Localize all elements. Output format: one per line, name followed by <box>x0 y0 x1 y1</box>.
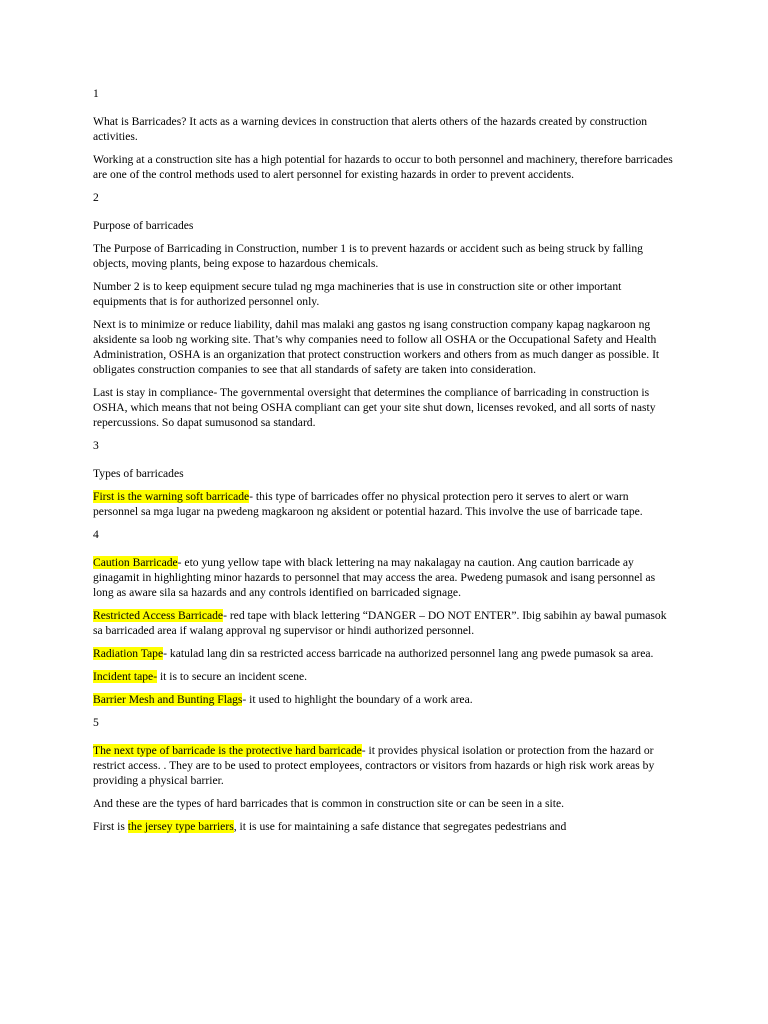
highlighted-text: Caution Barricade <box>93 556 178 569</box>
text-run: - katulad lang din sa restricted access barricade na authorized personnel lang ang pwede pumasok sa area. <box>163 647 654 660</box>
section-number: 4 <box>93 528 99 541</box>
paragraph <box>93 669 673 684</box>
highlighted-text: Radiation Tape <box>93 647 164 660</box>
text-run: Working at a construction site has a high potential for hazards to occur to both personnel and machinery, therefore barricades are one of the control methods used to alert personnel for existing hazards in order to prevent accidents. <box>93 153 673 181</box>
text-run: Types of barricades <box>93 467 184 480</box>
paragraph <box>93 241 673 271</box>
highlighted-text: Barrier Mesh and Bunting Flags <box>93 693 243 706</box>
text-run: it is to secure an incident scene. <box>157 670 308 683</box>
paragraph <box>93 796 673 811</box>
paragraph <box>93 646 673 661</box>
text-run: What is Barricades? It acts as a warning devices in construction that alerts others of the hazards created by construction activities. <box>93 115 648 143</box>
highlighted-text: The next type of barricade is the protective hard barricade <box>93 744 362 757</box>
text-run: And these are the types of hard barricades that is common in construction site or can be seen in a site. <box>93 797 565 810</box>
paragraph <box>93 218 673 233</box>
highlighted-text: Restricted Access Barricade <box>93 609 224 622</box>
paragraph <box>93 555 673 600</box>
text-run: Purpose of barricades <box>93 219 194 232</box>
document-body <box>93 86 673 842</box>
highlighted-text: the jersey type barriers <box>127 820 234 833</box>
section-number: 5 <box>93 716 99 729</box>
paragraph <box>93 466 673 481</box>
text-run: - it provides physical isolation or protection from the hazard or restrict access. . They are to be used to protect employees, contractors or visitors from hazards or high risk work areas by providing a physical barrier. <box>93 744 655 787</box>
text-run: Next is to minimize or reduce liability, dahil mas malaki ang gastos ng isang construction company kapag nagkaroon ng aksidente sa loob ng working site. That’s why companies need to follow all OSHA or the Occupational Safety and Health Administration, OSHA is an organization that protect construction workers and others from as much danger as possible. It obligates construction companies to see that all standards of safety are taken into consideration. <box>93 318 660 376</box>
text-run: - eto yung yellow tape with black lettering na may nakalagay na caution. Ang caution barricade ay ginagamit in highlighting minor hazards to personnel that may access the area. Pwedeng pumasok and isang personnel as long as aware sila sa hazards and any controls identified on barricaded signage. <box>93 556 656 599</box>
section-number: 1 <box>93 87 99 100</box>
paragraph <box>93 692 673 707</box>
section-number: 3 <box>93 439 99 452</box>
text-run: Last is stay in compliance- The governmental oversight that determines the compliance of barricading in construction is OSHA, which means that not being OSHA compliant can get your site shut down, licenses revoked, and all sorts of nasty repercussions. So dapat sumusonod sa standard. <box>93 386 656 429</box>
paragraph <box>93 819 673 834</box>
paragraph <box>93 385 673 430</box>
paragraph <box>93 608 673 638</box>
paragraph <box>93 743 673 788</box>
highlighted-text: Incident tape- <box>93 670 158 683</box>
text-run: - this type of barricades offer no physical protection pero it serves to alert or warn personnel sa mga lugar na pwedeng magkaroon ng aksident or potential hazard. This involve the use of barricade tape. <box>93 490 643 518</box>
text-run: The Purpose of Barricading in Construction, number 1 is to prevent hazards or accident such as being struck by falling objects, moving plants, being expose to hazardous chemicals. <box>93 242 643 270</box>
text-run: First is <box>93 820 128 833</box>
text-run: - red tape with black lettering “DANGER – DO NOT ENTER”. Ibig sabihin ay bawal pumasok sa barricaded area if walang approval ng supervisor or hindi authorized personnel. <box>93 609 667 637</box>
paragraph <box>93 152 673 182</box>
paragraph <box>93 279 673 309</box>
paragraph <box>93 114 673 144</box>
paragraph <box>93 489 673 519</box>
paragraph <box>93 317 673 377</box>
section-number: 2 <box>93 191 99 204</box>
text-run: Number 2 is to keep equipment secure tulad ng mga machineries that is use in construction site or other important equipments that is for authorized personnel only. <box>93 280 622 308</box>
text-run: - it used to highlight the boundary of a work area. <box>242 693 473 706</box>
text-run: , it is use for maintaining a safe distance that segregates pedestrians and <box>233 820 567 833</box>
highlighted-text: First is the warning soft barricade <box>93 490 250 503</box>
